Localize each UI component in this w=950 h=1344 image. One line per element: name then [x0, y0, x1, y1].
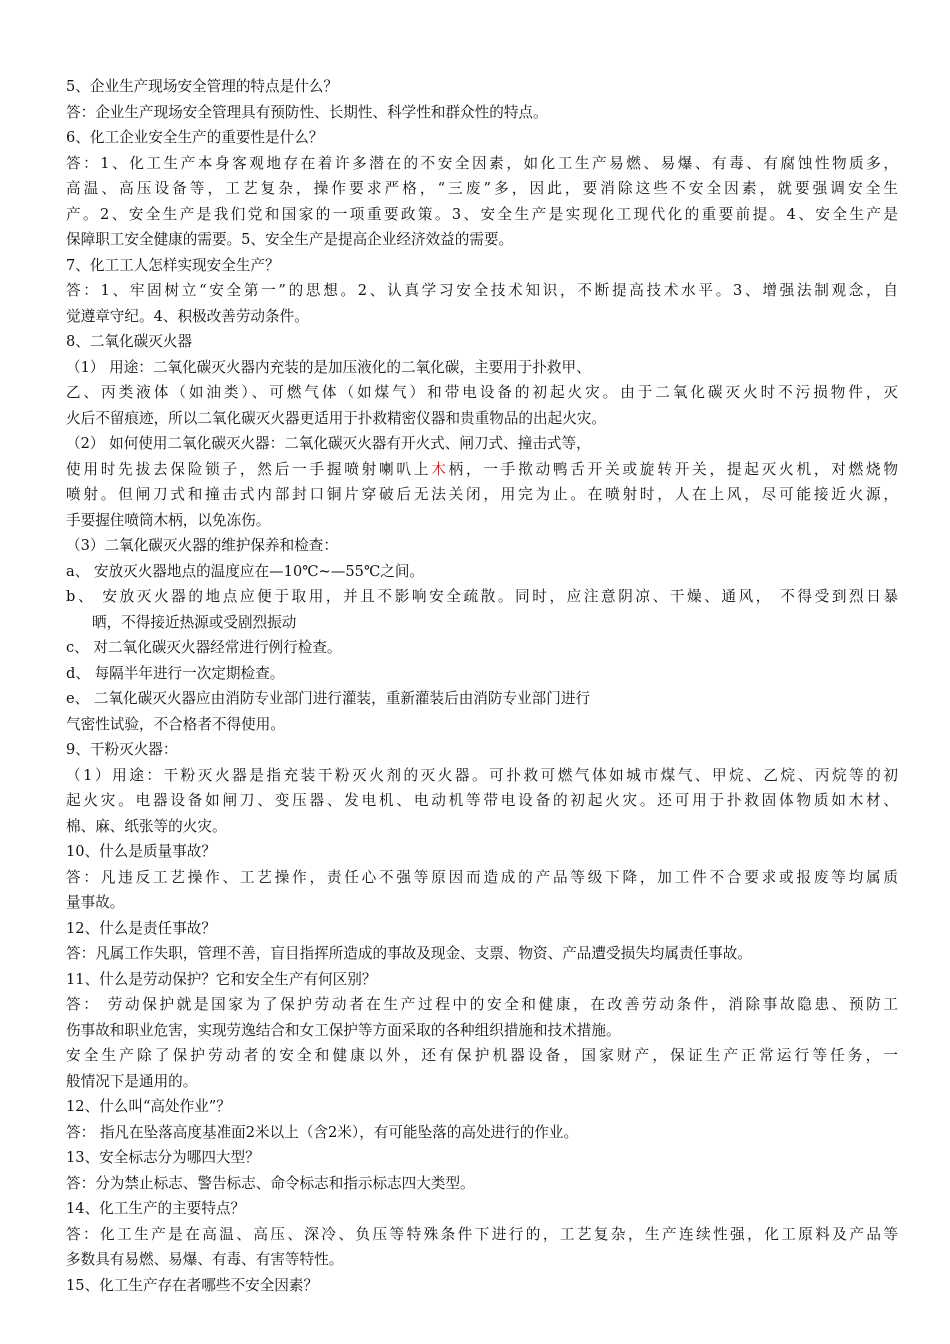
section-8-2-text-a: 使用时先拔去保险锁子，然后一手握喷射喇叭上 — [66, 460, 432, 478]
list-item-c: c、 对二氧化碳灭火器经常进行例行检查。 — [66, 639, 342, 656]
section-8-2-line-3: 喷射。但闸刀式和撞击式内部封口铜片穿破后无法关闭，用完为止。在喷射时，人在上风，尽可能接近火源， — [66, 486, 898, 503]
list-item-b-line-2: 晒，不得接近热源或受剧烈振动 — [92, 613, 297, 631]
question-7: 7、化工工人怎样实现安全生产？ — [66, 256, 280, 274]
answer-7-line-1: 答：1、牢固树立“安全第一”的思想。2、认真学习安全技术知识，不断提高技术水平。3、增强法制观念，自 — [66, 282, 898, 299]
answer-6-line-4: 保障职工安全健康的需要。5、安全生产是提高企业经济效益的需要。 — [66, 231, 514, 248]
question-12a: 12、什么是责任事故？ — [66, 919, 216, 937]
section-8-1-line-1: （1） 用途：二氧化碳灭火器内充装的是加压液化的二氧化碳，主要用于扑救甲、 — [66, 358, 591, 376]
section-8-1-line-3: 火后不留痕迹，所以二氧化碳灭火器更适用于扑救精密仪器和贵重物品的出起火灾。 — [66, 409, 606, 427]
question-13: 13、安全标志分为哪四大型？ — [66, 1149, 260, 1166]
answer-14-line-2: 多数具有易燃、易爆、有毒、有害等特性。 — [66, 1251, 344, 1268]
section-9-1-line-1: （1）用途：干粉灭火器是指充装干粉灭火剂的灭火器。可扑救可燃气体如城市煤气、甲烷、乙烷、丙烷等的初 — [66, 766, 898, 784]
question-12b: 12、什么叫“高处作业”？ — [66, 1098, 231, 1115]
answer-13: 答：分为禁止标志、警告标志、命令标志和指示标志四大类型。 — [66, 1174, 475, 1192]
answer-10-line-2: 量事故。 — [66, 894, 125, 911]
question-14: 14、化工生产的主要特点？ — [66, 1200, 246, 1217]
list-item-a: a、 安放灭火器地点的温度应在—10℃~—55℃之间。 — [66, 562, 425, 580]
list-item-b-line-1: b、 安放灭火器的地点应便于取用，并且不影响安全疏散。同时，应注意阴凉、干燥、通风， 不得受到烈日暴 — [66, 588, 898, 605]
answer-10-line-1: 答：凡违反工艺操作、工艺操作，责任心不强等原因而造成的产品等级下降，加工件不合要求或报废等均属质 — [66, 868, 898, 886]
answer-12b: 答： 指凡在坠落高度基准面2米以上（含2米），有可能坠落的高处进行的作业。 — [66, 1123, 579, 1141]
highlighted-character: 木 — [431, 460, 449, 478]
section-8-3-heading: （3）二氧化碳灭火器的维护保养和检查： — [66, 537, 338, 554]
section-9-heading: 9、干粉灭火器： — [66, 741, 178, 758]
section-8-2-line-4: 手要握住喷筒木柄，以免冻伤。 — [66, 511, 271, 529]
answer-14-line-1: 答：化工生产是在高温、高压、深冷、负压等特殊条件下进行的，工艺复杂，生产连续性强，化工原料及产品等 — [66, 1225, 898, 1243]
section-8-heading: 8、二氧化碳灭火器 — [66, 333, 193, 350]
section-9-1-line-3: 棉、麻、纸张等的火灾。 — [66, 817, 227, 835]
answer-11-line-3: 安全生产除了保护劳动者的安全和健康以外，还有保护机器设备，国家财产，保证生产正常运行等任务，一 — [66, 1047, 898, 1064]
answer-6-line-2: 高温、高压设备等，工艺复杂，操作要求严格，“三废”多，因此，要消除这些不安全因素，就要强调安全生 — [66, 180, 898, 197]
answer-6-line-1: 答：1、化工生产本身客观地存在着许多潜在的不安全因素，如化工生产易燃、易爆、有毒、有腐蚀性物质多， — [66, 154, 898, 172]
question-10: 10、什么是质量事故？ — [66, 843, 216, 860]
section-8-2-text-b: 柄，一手揿动鸭舌开关或旋转开关，提起灭火机，对燃烧物 — [448, 460, 898, 478]
answer-11-line-2: 伤事故和职业危害，实现劳逸结合和女工保护等方面采取的各种组织措施和技术措施。 — [66, 1021, 621, 1039]
list-item-e-line-1: e、 二氧化碳灭火器应由消防专业部门进行灌装，重新灌装后由消防专业部门进行 — [66, 690, 591, 707]
list-item-e-line-2: 气密性试验，不合格者不得使用。 — [66, 715, 285, 733]
question-11: 11、什么是劳动保护？它和安全生产有何区别？ — [66, 970, 377, 988]
answer-11-line-1: 答： 劳动保护就是国家为了保护劳动者在生产过程中的安全和健康，在改善劳动条件，消除事故隐患、预防工 — [66, 996, 898, 1013]
answer-6-line-3: 产。2、安全生产是我们党和国家的一项重要政策。3、安全生产是实现化工现代化的重要前提。4、安全生产是 — [66, 205, 898, 223]
section-8-2-line-1: （2） 如何使用二氧化碳灭火器：二氧化碳灭火器有开火式、闸刀式、撞击式等， — [66, 435, 591, 452]
section-9-1-line-2: 起火灾。电器设备如闸刀、变压器、发电机、电动机等带电设备的初起火灾。还可用于扑救固体物质如木材、 — [66, 792, 898, 809]
section-8-2-line-2 — [66, 457, 898, 483]
question-15: 15、化工生产存在者哪些不安全因素？ — [66, 1276, 319, 1294]
section-8-1-line-2: 乙、丙类液体（如油类）、可燃气体（如煤气）和带电设备的初起火灾。由于二氧化碳灭火时不污损物件，灭 — [66, 384, 898, 401]
answer-5: 答：企业生产现场安全管理具有预防性、长期性、科学性和群众性的特点。 — [66, 103, 548, 121]
answer-12a: 答：凡属工作失职，管理不善，盲目指挥所造成的事故及现金、支票、物资、产品遭受损失均属责任事故。 — [66, 945, 752, 962]
answer-7-line-2: 觉遵章守纪。4、积极改善劳动条件。 — [66, 307, 309, 325]
answer-11-line-4: 般情况下是通用的。 — [66, 1072, 198, 1090]
question-5: 5、企业生产现场安全管理的特点是什么？ — [66, 78, 338, 95]
question-6: 6、化工企业安全生产的重要性是什么？ — [66, 129, 324, 146]
list-item-d: d、 每隔半年进行一次定期检查。 — [66, 664, 285, 682]
